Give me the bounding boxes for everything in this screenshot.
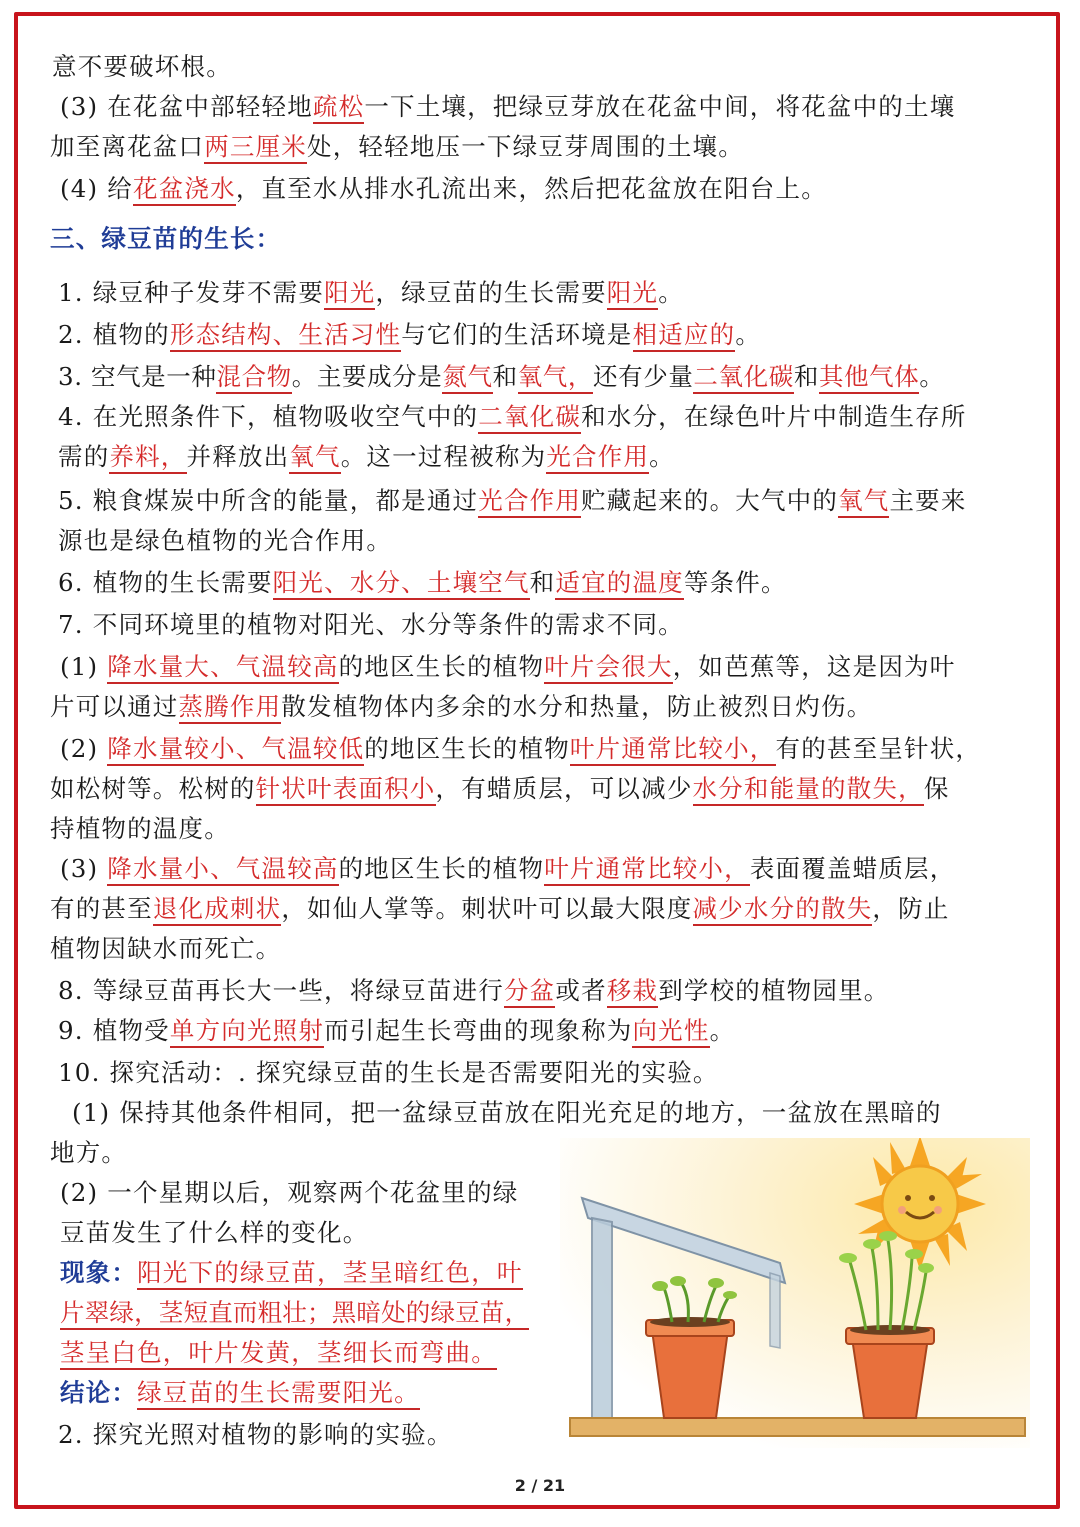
text-line: 片可以通过蒸腾作用散发植物体内多余的水分和热量，防止被烈日灼伤。 — [50, 690, 872, 724]
text-line: (1) 降水量大、气温较高的地区生长的植物叶片会很大，如芭蕉等，这是因为叶 — [60, 650, 955, 684]
text-line: (4) 给花盆浇水，直至水从排水孔流出来，然后把花盆放在阳台上。 — [60, 172, 827, 206]
text-line: 5. 粮食煤炭中所含的能量，都是通过光合作用贮藏起来的。大气中的氧气主要来 — [58, 484, 967, 518]
text-line: 1. 绿豆种子发芽不需要阳光，绿豆苗的生长需要阳光。 — [58, 276, 684, 310]
phenomenon-line: 茎呈白色，叶片发黄，茎细长而弯曲。 — [60, 1336, 497, 1370]
text-line: 豆苗发生了什么样的变化。 — [60, 1218, 369, 1247]
experiment-illustration — [560, 1138, 1030, 1448]
text-line: 6. 植物的生长需要阳光、水分、土壤空气和适宜的温度等条件。 — [58, 566, 787, 600]
text-line: (3) 降水量小、气温较高的地区生长的植物叶片通常比较小，表面覆盖蜡质层， — [60, 852, 955, 886]
text-line: (3) 在花盆中部轻轻地疏松一下土壤，把绿豆芽放在花盆中间，将花盆中的土壤 — [60, 90, 955, 124]
text-line: (2) 降水量较小、气温较低的地区生长的植物叶片通常比较小，有的甚至呈针状， — [60, 732, 981, 766]
phenomenon-line: 现象：阳光下的绿豆苗，茎呈暗红色，叶 — [60, 1256, 523, 1290]
section-heading: 三、绿豆苗的生长： — [50, 224, 282, 253]
phenomenon-line: 片翠绿，茎短直而粗壮；黑暗处的绿豆苗， — [60, 1296, 529, 1330]
text-line: (1) 保持其他条件相同，把一盆绿豆苗放在阳光充足的地方，一盆放在黑暗的 — [72, 1098, 942, 1127]
text-line: 4. 在光照条件下，植物吸收空气中的二氧化碳和水分，在绿色叶片中制造生存所 — [58, 400, 967, 434]
text-line: 源也是绿色植物的光合作用。 — [58, 526, 393, 555]
text-line: 3. 空气是一种混合物。主要成分是氮气和氧气，还有少量二氧化碳和其他气体。 — [58, 360, 944, 394]
text-line: 7. 不同环境里的植物对阳光、水分等条件的需求不同。 — [58, 610, 684, 639]
conclusion-line: 结论：绿豆苗的生长需要阳光。 — [60, 1376, 420, 1410]
text-line: 持植物的温度。 — [50, 814, 230, 843]
text-line: 植物因缺水而死亡。 — [50, 934, 282, 963]
text-line: 9. 植物受单方向光照射而引起生长弯曲的现象称为向光性。 — [58, 1014, 735, 1048]
text-line: 2. 探究光照对植物的影响的实验。 — [58, 1420, 453, 1449]
text-line: 意不要破坏根。 — [52, 52, 232, 81]
page-number: 2 / 21 — [514, 1476, 566, 1495]
text-line: 2. 植物的形态结构、生活习性与它们的生活环境是相适应的。 — [58, 318, 761, 352]
text-line: 加至离花盆口两三厘米处，轻轻地压一下绿豆芽周围的土壤。 — [50, 130, 744, 164]
text-line: 需的养料，并释放出氧气。这一过程被称为光合作用。 — [58, 440, 675, 474]
text-line: 10. 探究活动：. 探究绿豆苗的生长是否需要阳光的实验。 — [58, 1058, 719, 1087]
text-line: 有的甚至退化成刺状，如仙人掌等。刺状叶可以最大限度减少水分的散失，防止 — [50, 892, 950, 926]
text-line: (2) 一个星期以后，观察两个花盆里的绿 — [60, 1178, 519, 1207]
text-line: 地方。 — [50, 1138, 128, 1167]
text-line: 8. 等绿豆苗再长大一些，将绿豆苗进行分盆或者移栽到学校的植物园里。 — [58, 974, 890, 1008]
text-line: 如松树等。松树的针状叶表面积小，有蜡质层，可以减少水分和能量的散失，保 — [50, 772, 950, 806]
